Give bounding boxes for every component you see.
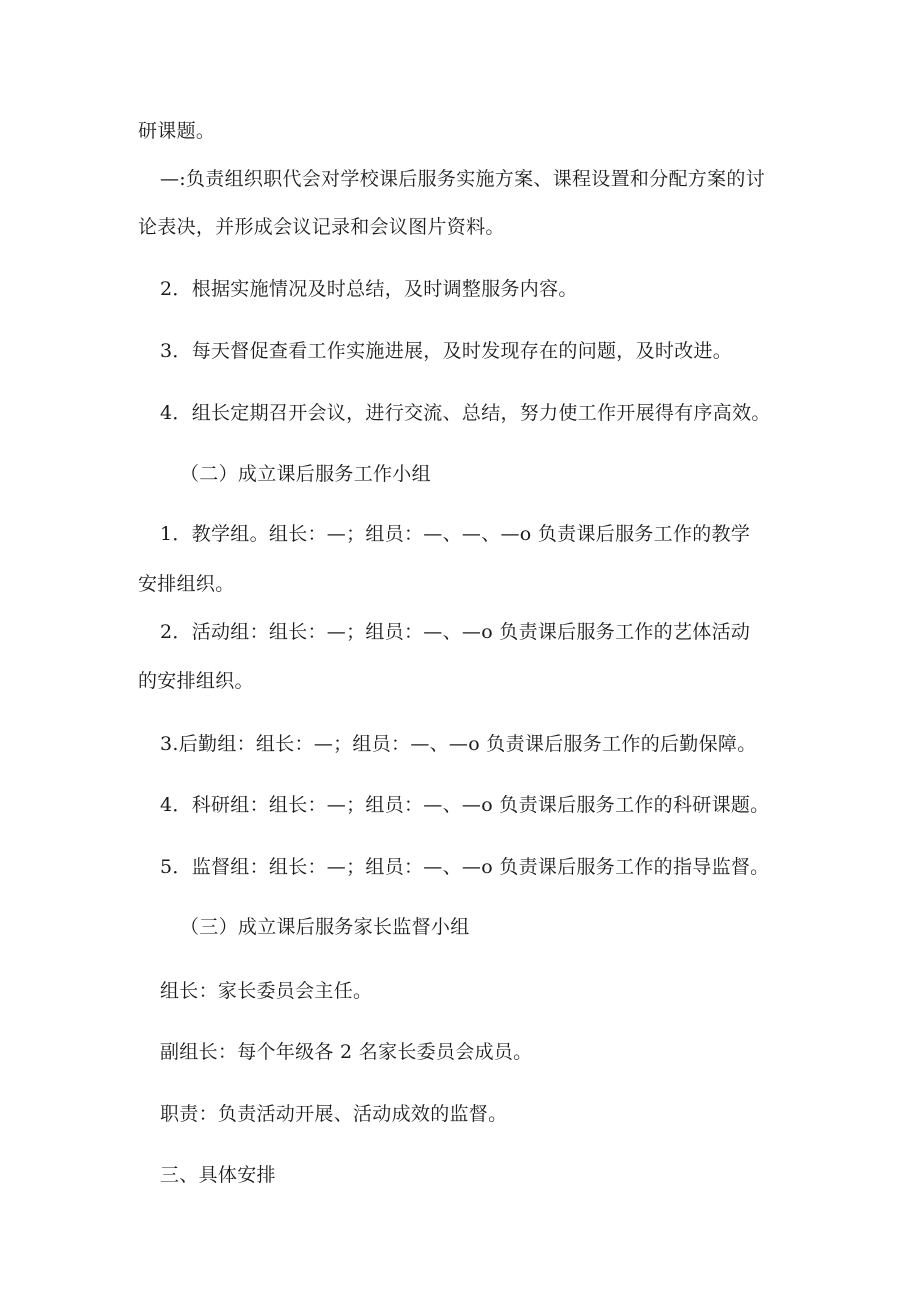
text-line: 4．组长定期召开会议，进行交流、总结，努力使工作开展得有序高效。 bbox=[160, 402, 771, 424]
text-line: 组长：家长委员会主任。 bbox=[160, 980, 373, 1002]
text-line: 副组长：每个年级各 2 名家长委员会成员。 bbox=[160, 1041, 533, 1063]
text-line: 5．监督组：组长：—；组员：—、—o 负责课后服务工作的指导监督。 bbox=[160, 856, 770, 878]
text-line: 2．活动组：组长：—；组员：—、—o 负责课后服务工作的艺体活动 bbox=[160, 621, 751, 643]
text-line: —:负责组织职代会对学校课后服务实施方案、课程设置和分配方案的讨 bbox=[160, 168, 766, 190]
text-line: 3．每天督促查看工作实施进展，及时发现存在的问题，及时改进。 bbox=[160, 340, 733, 362]
section-heading: （三）成立课后服务家长监督小组 bbox=[180, 916, 470, 938]
text-line: 论表决，并形成会议记录和会议图片资料。 bbox=[138, 216, 505, 238]
text-line: 的安排组织。 bbox=[138, 670, 254, 692]
text-line: 1．教学组。组长：—；组员：—、—、—o 负责课后服务工作的教学 bbox=[160, 523, 751, 545]
text-line: 研课题。 bbox=[138, 120, 216, 142]
section-heading: （二）成立课后服务工作小组 bbox=[180, 463, 431, 485]
text-line: 2．根据实施情况及时总结，及时调整服务内容。 bbox=[160, 278, 578, 300]
section-heading: 三、具体安排 bbox=[160, 1164, 276, 1186]
text-line: 安排组织。 bbox=[138, 573, 235, 595]
text-line: 4．科研组：组长：—；组员：—、—o 负责课后服务工作的科研课题。 bbox=[160, 794, 770, 816]
text-line: 3.后勤组：组长：—；组员：—、—o 负责课后服务工作的后勤保障。 bbox=[160, 733, 757, 755]
text-line: 职责：负责活动开展、活动成效的监督。 bbox=[160, 1103, 508, 1125]
